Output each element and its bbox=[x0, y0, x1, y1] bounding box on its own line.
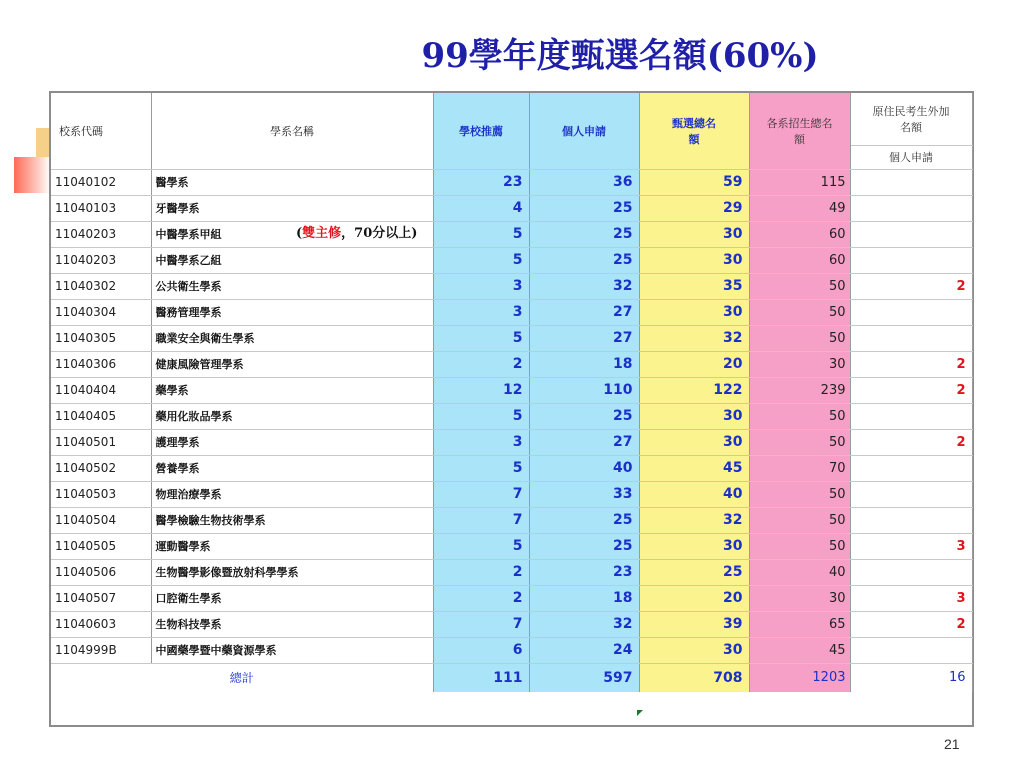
cell-dept-total: 115 bbox=[749, 169, 850, 195]
table-row bbox=[51, 325, 972, 351]
cell-code: 11040304 bbox=[51, 299, 151, 325]
cell-aboriginal-quota: 3 bbox=[850, 585, 972, 611]
table-row bbox=[51, 585, 972, 611]
cell-dept-total: 30 bbox=[749, 585, 850, 611]
cell-code: 11040405 bbox=[51, 403, 151, 429]
cell-code: 11040103 bbox=[51, 195, 151, 221]
decorative-square-red bbox=[14, 157, 50, 193]
cell-total-quota: 122 bbox=[639, 377, 749, 403]
table-row bbox=[51, 247, 972, 273]
table-row bbox=[51, 195, 972, 221]
page-number: 21 bbox=[944, 736, 960, 752]
cell-aboriginal-quota bbox=[850, 221, 972, 247]
cell-personal-application: 27 bbox=[529, 325, 639, 351]
cell-dept-name: 生物醫學影像暨放射科學學系 bbox=[151, 559, 433, 585]
total-quota: 708 bbox=[639, 663, 749, 692]
cell-code: 11040507 bbox=[51, 585, 151, 611]
cell-school-recommendation: 5 bbox=[433, 533, 529, 559]
note-open: ( bbox=[296, 226, 303, 241]
cell-total-quota: 25 bbox=[639, 559, 749, 585]
cell-personal-application: 33 bbox=[529, 481, 639, 507]
cell-personal-application: 32 bbox=[529, 273, 639, 299]
cell-school-recommendation: 7 bbox=[433, 611, 529, 637]
cell-dept-name: 生物科技學系 bbox=[151, 611, 433, 637]
cell-school-recommendation: 4 bbox=[433, 195, 529, 221]
cell-dept-total: 60 bbox=[749, 221, 850, 247]
cell-code: 11040404 bbox=[51, 377, 151, 403]
cell-code: 11040503 bbox=[51, 481, 151, 507]
cell-code: 11040203 bbox=[51, 221, 151, 247]
cell-aboriginal-quota bbox=[850, 455, 972, 481]
cell-school-recommendation: 2 bbox=[433, 585, 529, 611]
table-row bbox=[51, 637, 972, 663]
header-dept-total: 各系招生總名額 bbox=[749, 93, 850, 169]
cell-aboriginal-quota bbox=[850, 403, 972, 429]
cell-total-quota: 30 bbox=[639, 403, 749, 429]
cell-dept-total: 50 bbox=[749, 429, 850, 455]
cell-aboriginal-quota bbox=[850, 637, 972, 663]
total-label: 總計 bbox=[51, 663, 433, 692]
cell-dept-name: 中醫學系甲組 bbox=[151, 221, 433, 247]
total-dept: 1203 bbox=[749, 663, 850, 692]
cell-personal-application: 36 bbox=[529, 169, 639, 195]
cell-school-recommendation: 7 bbox=[433, 507, 529, 533]
cell-personal-application: 25 bbox=[529, 195, 639, 221]
cell-code: 11040502 bbox=[51, 455, 151, 481]
cell-dept-name: 藥學系 bbox=[151, 377, 433, 403]
table-row bbox=[51, 377, 972, 403]
cell-total-quota: 29 bbox=[639, 195, 749, 221]
cell-aboriginal-quota: 2 bbox=[850, 611, 972, 637]
header-code: 校系代碼 bbox=[51, 93, 151, 169]
cell-aboriginal-quota: 2 bbox=[850, 377, 972, 403]
cell-total-quota: 40 bbox=[639, 481, 749, 507]
cell-dept-name: 職業安全與衛生學系 bbox=[151, 325, 433, 351]
cell-code: 11040504 bbox=[51, 507, 151, 533]
cell-code: 11040603 bbox=[51, 611, 151, 637]
cell-school-recommendation: 3 bbox=[433, 299, 529, 325]
cell-dept-total: 65 bbox=[749, 611, 850, 637]
cell-total-quota: 20 bbox=[639, 351, 749, 377]
cell-total-quota: 30 bbox=[639, 221, 749, 247]
header-total-quota: 甄選總名額 bbox=[639, 93, 749, 169]
table-row bbox=[51, 455, 972, 481]
cell-dept-name: 健康風險管理學系 bbox=[151, 351, 433, 377]
table-row bbox=[51, 169, 972, 195]
slide-title: 99學年度甄選名額(60%) bbox=[421, 36, 819, 76]
cell-school-recommendation: 3 bbox=[433, 273, 529, 299]
cell-dept-name: 醫學檢驗生物技術學系 bbox=[151, 507, 433, 533]
cell-code: 11040203 bbox=[51, 247, 151, 273]
cell-total-quota: 30 bbox=[639, 247, 749, 273]
cell-school-recommendation: 2 bbox=[433, 559, 529, 585]
cell-school-recommendation: 12 bbox=[433, 377, 529, 403]
table-row bbox=[51, 533, 972, 559]
note-double-major: 雙主修 bbox=[302, 226, 342, 241]
cell-dept-total: 239 bbox=[749, 377, 850, 403]
cell-dept-name: 中國藥學暨中藥資源學系 bbox=[151, 637, 433, 663]
cell-dept-total: 30 bbox=[749, 351, 850, 377]
double-major-note bbox=[294, 222, 419, 241]
table-row bbox=[51, 481, 972, 507]
header-name: 學系名稱 bbox=[151, 93, 433, 169]
cell-aboriginal-quota bbox=[850, 507, 972, 533]
cell-personal-application: 27 bbox=[529, 299, 639, 325]
cell-dept-name: 物理治療學系 bbox=[151, 481, 433, 507]
cell-school-recommendation: 6 bbox=[433, 637, 529, 663]
cell-personal-application: 32 bbox=[529, 611, 639, 637]
cell-school-recommendation: 2 bbox=[433, 351, 529, 377]
table-row bbox=[51, 559, 972, 585]
cell-school-recommendation: 7 bbox=[433, 481, 529, 507]
quota-table bbox=[51, 93, 973, 692]
total-aboriginal: 16 bbox=[850, 663, 972, 692]
cell-dept-name: 醫學系 bbox=[151, 169, 433, 195]
cell-dept-name: 護理學系 bbox=[151, 429, 433, 455]
cell-aboriginal-quota bbox=[850, 559, 972, 585]
note-score: ，70分以上) bbox=[341, 226, 418, 241]
cell-dept-name: 牙醫學系 bbox=[151, 195, 433, 221]
cell-code: 11040306 bbox=[51, 351, 151, 377]
cell-personal-application: 27 bbox=[529, 429, 639, 455]
cell-school-recommendation: 5 bbox=[433, 403, 529, 429]
cell-personal-application: 23 bbox=[529, 559, 639, 585]
cell-dept-total: 49 bbox=[749, 195, 850, 221]
cell-code: 11040505 bbox=[51, 533, 151, 559]
cell-dept-total: 50 bbox=[749, 403, 850, 429]
cell-dept-name: 營養學系 bbox=[151, 455, 433, 481]
cell-aboriginal-quota bbox=[850, 195, 972, 221]
cell-dept-total: 50 bbox=[749, 325, 850, 351]
cell-dept-total: 50 bbox=[749, 273, 850, 299]
table-row bbox=[51, 273, 972, 299]
cell-personal-application: 25 bbox=[529, 221, 639, 247]
cell-dept-name: 口腔衛生學系 bbox=[151, 585, 433, 611]
cell-aboriginal-quota: 2 bbox=[850, 351, 972, 377]
cell-total-quota: 30 bbox=[639, 299, 749, 325]
cell-total-quota: 20 bbox=[639, 585, 749, 611]
table-row bbox=[51, 403, 972, 429]
cell-school-recommendation: 3 bbox=[433, 429, 529, 455]
cell-dept-total: 70 bbox=[749, 455, 850, 481]
cell-school-recommendation: 5 bbox=[433, 221, 529, 247]
header-aboriginal-quota: 原住民考生外加名額 bbox=[850, 93, 972, 145]
cell-personal-application: 110 bbox=[529, 377, 639, 403]
cell-code: 11040305 bbox=[51, 325, 151, 351]
cell-aboriginal-quota bbox=[850, 169, 972, 195]
cell-personal-application: 40 bbox=[529, 455, 639, 481]
cell-school-recommendation: 5 bbox=[433, 247, 529, 273]
cell-aboriginal-quota: 2 bbox=[850, 429, 972, 455]
cell-total-quota: 32 bbox=[639, 507, 749, 533]
table-row bbox=[51, 299, 972, 325]
cell-dept-total: 60 bbox=[749, 247, 850, 273]
cell-code: 11040102 bbox=[51, 169, 151, 195]
cell-dept-name: 公共衛生學系 bbox=[151, 273, 433, 299]
total-school-recommendation: 111 bbox=[433, 663, 529, 692]
cell-personal-application: 24 bbox=[529, 637, 639, 663]
cell-total-quota: 30 bbox=[639, 429, 749, 455]
table-row bbox=[51, 221, 972, 247]
cell-aboriginal-quota bbox=[850, 481, 972, 507]
cell-personal-application: 25 bbox=[529, 403, 639, 429]
cell-total-quota: 59 bbox=[639, 169, 749, 195]
cell-personal-application: 25 bbox=[529, 247, 639, 273]
header-school-recommendation: 學校推薦 bbox=[433, 93, 529, 169]
cell-code: 1104999B bbox=[51, 637, 151, 663]
cell-dept-total: 50 bbox=[749, 299, 850, 325]
cell-total-quota: 30 bbox=[639, 637, 749, 663]
cell-aboriginal-quota bbox=[850, 325, 972, 351]
cell-school-recommendation: 5 bbox=[433, 325, 529, 351]
cell-dept-name: 中醫學系乙組 bbox=[151, 247, 433, 273]
cell-total-quota: 39 bbox=[639, 611, 749, 637]
cell-dept-name: 藥用化妝品學系 bbox=[151, 403, 433, 429]
cell-aboriginal-quota bbox=[850, 247, 972, 273]
cell-dept-total: 50 bbox=[749, 481, 850, 507]
table-row bbox=[51, 429, 972, 455]
table-row bbox=[51, 507, 972, 533]
cell-dept-total: 50 bbox=[749, 533, 850, 559]
header-personal-application: 個人申請 bbox=[529, 93, 639, 169]
cell-personal-application: 18 bbox=[529, 585, 639, 611]
cell-total-quota: 35 bbox=[639, 273, 749, 299]
cell-personal-application: 18 bbox=[529, 351, 639, 377]
cell-total-quota: 32 bbox=[639, 325, 749, 351]
table-row bbox=[51, 611, 972, 637]
cell-dept-total: 45 bbox=[749, 637, 850, 663]
total-row bbox=[51, 663, 972, 692]
cell-aboriginal-quota: 2 bbox=[850, 273, 972, 299]
cell-comment-marker bbox=[637, 710, 643, 716]
cell-total-quota: 30 bbox=[639, 533, 749, 559]
cell-aboriginal-quota bbox=[850, 299, 972, 325]
cell-code: 11040302 bbox=[51, 273, 151, 299]
cell-dept-total: 40 bbox=[749, 559, 850, 585]
cell-school-recommendation: 5 bbox=[433, 455, 529, 481]
table-body bbox=[51, 169, 972, 663]
header-aboriginal-personal: 個人申請 bbox=[850, 145, 972, 169]
total-personal-application: 597 bbox=[529, 663, 639, 692]
cell-dept-total: 50 bbox=[749, 507, 850, 533]
cell-dept-name: 運動醫學系 bbox=[151, 533, 433, 559]
cell-aboriginal-quota: 3 bbox=[850, 533, 972, 559]
cell-personal-application: 25 bbox=[529, 533, 639, 559]
cell-code: 11040506 bbox=[51, 559, 151, 585]
cell-school-recommendation: 23 bbox=[433, 169, 529, 195]
cell-code: 11040501 bbox=[51, 429, 151, 455]
cell-total-quota: 45 bbox=[639, 455, 749, 481]
table-row bbox=[51, 351, 972, 377]
cell-dept-name: 醫務管理學系 bbox=[151, 299, 433, 325]
cell-personal-application: 25 bbox=[529, 507, 639, 533]
